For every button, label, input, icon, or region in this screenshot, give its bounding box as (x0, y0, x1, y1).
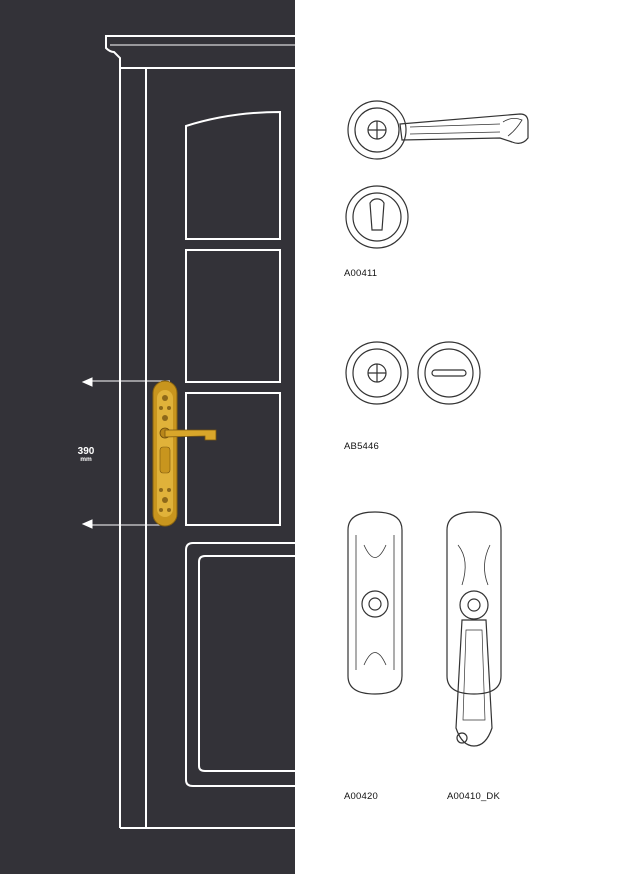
door-outline-drawing (0, 0, 295, 874)
privacy-rose-sketch (346, 342, 408, 404)
brass-handle-illustration (153, 381, 216, 526)
product-code-a00410-dk: A00410_DK (447, 791, 501, 802)
dimension-value: 390 (77, 446, 95, 457)
product-code-a00411: A00411 (344, 268, 378, 279)
lever-rose-sketch (348, 101, 528, 159)
backplate-sketch (348, 512, 402, 694)
cylinder-rose-sketch (346, 186, 408, 248)
knocker-sketch (447, 512, 501, 746)
turn-rose-sketch (418, 342, 480, 404)
product-sketches (295, 0, 618, 874)
door-elevation-panel (0, 0, 295, 874)
product-code-ab5446: AB5446 (344, 441, 380, 452)
dimension-unit: mm (80, 456, 92, 463)
product-catalog-panel (295, 0, 618, 874)
product-code-a00420: A00420 (344, 791, 378, 802)
